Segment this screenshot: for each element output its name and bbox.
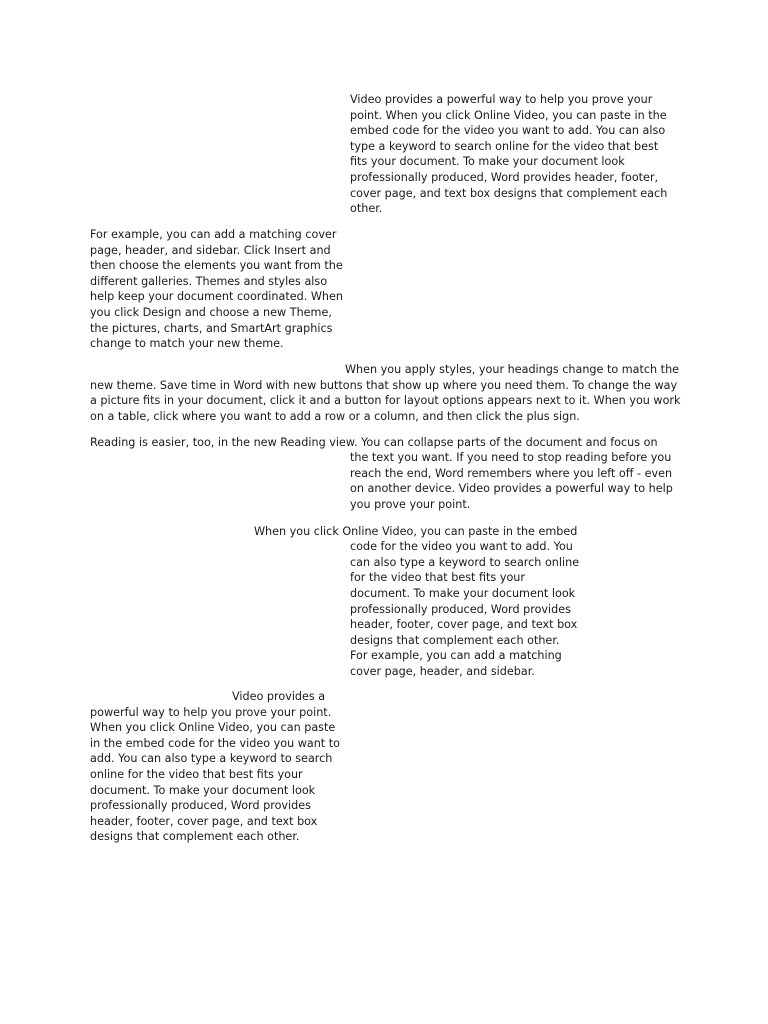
text-line: the text you want. If you need to stop reading before you xyxy=(350,451,672,465)
text-line: on another device. Video provides a powerful way to help xyxy=(350,482,673,496)
text-line: help keep your document coordinated. When xyxy=(90,290,343,304)
text-line: reach the end, Word remembers where you left off - even xyxy=(350,466,673,480)
text-line: embed code for the video you want to add. You can also xyxy=(350,124,666,138)
text-line: on a table, click where you want to add a row or a column, and then click the plus sign. xyxy=(90,409,580,423)
text-line: cover page, header, and sidebar. xyxy=(350,664,535,678)
text-line: type a keyword to search online for the video that best xyxy=(350,139,659,153)
text-line: Video provides a xyxy=(232,690,326,703)
text-line: you click Design and choose a new Theme, xyxy=(90,306,332,319)
text-line: designs that complement each other. xyxy=(90,830,300,844)
text-line: When you click Online Video, you can paste xyxy=(90,721,336,735)
text-line: professionally produced, Word provides xyxy=(90,799,311,813)
text-line: for the video that best fits your xyxy=(350,571,525,585)
text-line: powerful way to help you prove your point. xyxy=(90,705,332,719)
text-line: code for the video you want to add. You xyxy=(350,540,573,554)
text-line: header, footer, cover page, and text box xyxy=(350,618,578,632)
text-line: designs that complement each other. xyxy=(350,633,560,647)
text-line: professionally produced, Word provides header, footer, xyxy=(350,171,659,184)
text-line: the pictures, charts, and SmartArt graphics xyxy=(90,321,333,335)
text-line: For example, you can add a matching xyxy=(350,649,562,663)
text-line: cover page, and text box designs that complement each xyxy=(350,186,668,200)
text-line: fits your document. To make your document look xyxy=(350,155,625,169)
text-line: Reading is easier, too, in the new Reading view. You can collapse parts of the document and focus on xyxy=(90,435,658,449)
text-line: When you apply styles, your headings change to match the xyxy=(345,363,680,376)
text-line: Video provides a powerful way to help you prove your xyxy=(350,93,653,106)
text-line: add. You can also type a keyword to search xyxy=(90,752,333,766)
text-line: in the embed code for the video you want to xyxy=(90,736,340,750)
text-line: header, footer, cover page, and text box xyxy=(90,814,318,828)
text-line: page, header, and sidebar. Click Insert and xyxy=(90,243,331,257)
text-line: When you click Online Video, you can paste in the embed xyxy=(254,524,578,538)
text-line: change to match your new theme. xyxy=(90,337,284,351)
text-line: other. xyxy=(350,202,383,216)
text-line: you prove your point. xyxy=(350,497,471,511)
text-line: For example, you can add a matching cover xyxy=(90,228,337,241)
text-line: can also type a keyword to search online xyxy=(350,555,580,569)
text-line: point. When you click Online Video, you can paste in the xyxy=(350,108,667,122)
text-line: new theme. Save time in Word with new buttons that show up where you need them. To change the way xyxy=(90,378,678,392)
text-line: document. To make your document look xyxy=(350,586,576,600)
text-line: a picture fits in your document, click it and a button for layout options appears next to it. When you work xyxy=(90,394,681,408)
text-line: different galleries. Themes and styles also xyxy=(90,274,328,288)
text-line: professionally produced, Word provides xyxy=(350,602,571,616)
text-line: online for the video that best fits your xyxy=(90,768,303,781)
text-line: then choose the elements you want from the xyxy=(90,259,343,273)
text-line: document. To make your document look xyxy=(90,783,316,797)
